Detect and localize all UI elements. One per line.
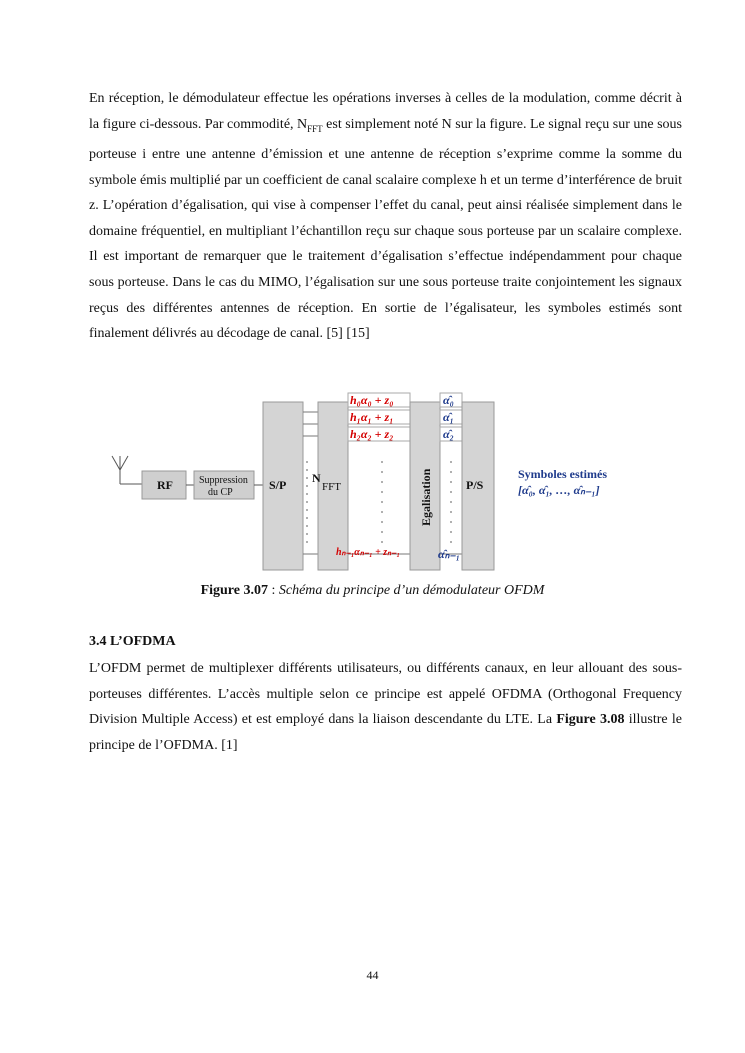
fft-subscript: FFT (307, 123, 323, 134)
ps-label: P/S (466, 478, 484, 492)
received-signal-last: hₙ₋₁αₙ₋₁ + zₙ₋₁ (336, 547, 400, 558)
estimated-dots (450, 461, 452, 543)
ofdm-demodulator-figure (100, 366, 640, 576)
paragraph-text: est simplement noté N sur la figure. Le signal reçu sur une sous porteuse i entre une antenne d’émission et une antenne de réception s’exprime comme la somme du symbole émis multiplié par un coefficient de canal scalaire complexe h et un terme d’interférence de bruit z. L’opération d’égalisation, qui vise à compenser l’effet du canal, peut ainsi réalisée simplement dans le domaine fréquentiel, en multipliant l’échantillon reçu sur chaque sous porteuse par un scalaire complexe. Il est important de remarquer que le traitement d’égalisation s’effectue indépendamment pour chaque sous porteuse. Dans le cas du MIMO, l’égalisation sur une sous porteuse traite conjointement les signaux reçus des différentes antennes de réception. En sortie de l’égalisateur, les symboles estimés sont finalement délivrés au décodage de canal. [5] [15] (89, 116, 682, 342)
cp-removal-label-line1: Suppression (199, 475, 248, 486)
estimated-symbol-1: α̂₁ (443, 410, 454, 424)
fft-label: FFT (322, 481, 341, 493)
section-heading: 3.4 L’OFDMA (89, 634, 176, 649)
output-title: Symboles estimés (518, 467, 607, 481)
fft-n-label: N (312, 471, 321, 485)
figure-reference: Figure 3.08 (556, 712, 625, 728)
figure-caption (0, 583, 745, 599)
sp-dots (306, 461, 308, 543)
paragraph-text: illustre le principe de l’OFDMA. [1] (89, 712, 682, 753)
paragraph-text: En réception, le démodulateur effectue les opérations inverses à celles de la modulation, comme décrit à la figure ci-dessous. Par commodité, N (89, 91, 682, 132)
received-dots (381, 461, 383, 543)
caption-number: Figure 3.07 (200, 583, 268, 598)
demodulator-diagram (100, 366, 640, 576)
antenna-icon (112, 456, 142, 484)
caption-separator: : (267, 583, 279, 598)
equalizer-label: Egalisation (419, 468, 433, 526)
received-signal-1: h₁α₁ + z₁ (350, 410, 394, 424)
paragraph-ofdma (89, 656, 682, 758)
estimated-symbol-last: α̂ₙ₋₁ (438, 547, 460, 561)
paragraph-text: L’OFDM permet de multiplexer différents utilisateurs, ou différents canaux, en leur allouant des sous-porteuses différentes. L’accès multiple selon ce principe est appelé OFDMA (Orthogonal Frequency Division Multiple Access) et est employé dans la liaison descendante du LTE. La (89, 661, 682, 728)
estimated-symbol-2: α̂₂ (443, 427, 454, 441)
cp-removal-label-line2: du CP (208, 487, 233, 498)
paragraph-demodulator (89, 86, 682, 347)
received-signal-2: h₂α₂ + z₂ (350, 427, 394, 441)
page-number: 44 (366, 968, 379, 982)
estimated-symbol-0: α̂₀ (443, 393, 454, 407)
sp-label: S/P (269, 478, 287, 492)
output-symbol-set: [α̂₀, α̂₁, …, α̂ₙ₋₁] (518, 483, 600, 497)
caption-text: Schéma du principe d’un démodulateur OFDM (278, 583, 545, 598)
rf-label: RF (157, 478, 173, 492)
received-signal-0: h₀α₀ + z₀ (350, 393, 394, 407)
